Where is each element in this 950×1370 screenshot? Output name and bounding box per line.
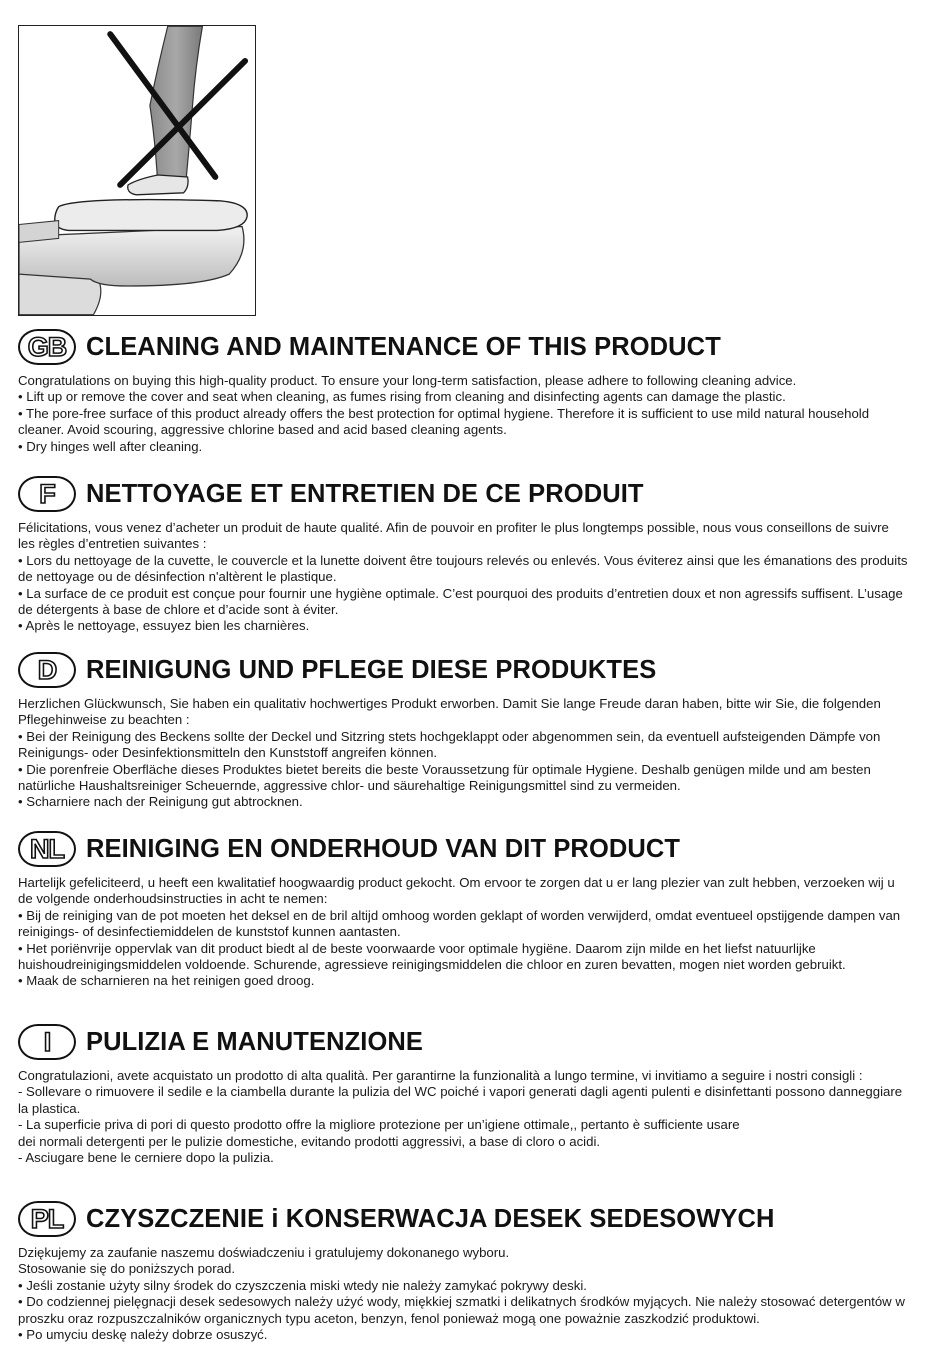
section-pl <box>18 1199 908 1343</box>
paragraph: • Bij de reiniging van de pot moeten het deksel en de bril altijd omhoog worden geklapt of worden verwijderd, omdat eventueel opstijgende dampen van reinigings- of desinfectiemiddelen de kunststof kunnen aantasten. <box>18 907 901 940</box>
paragraph: • Die porenfreie Oberfläche dieses Produktes bietet bereits die beste Voraussetzung für optimale Hygiene. Deshalb genügen milde und am besten natürliche Haushaltsreiniger Scheuernde, aggressive chlor- und säurehaltige Reinigungsmittel sind zu vermeiden. <box>18 761 871 794</box>
section-heading <box>18 327 908 367</box>
paragraph: Dziękujemy za zaufanie naszemu doświadczeniu i gratulujemy dokonanego wyboru. <box>18 1245 510 1260</box>
section-body <box>18 875 908 990</box>
section-title: NETTOYAGE ET ENTRETIEN DE CE PRODUIT <box>86 479 644 508</box>
paragraph: • Bei der Reinigung des Beckens sollte der Deckel und Sitzring stets hochgeklappt oder abgenommen sein, da eventuell aufsteigenden Dämpfe von Reinigungs- oder Desinfektionsmitteln den Kunststoff angreifen können. <box>18 728 881 761</box>
paragraph: - Asciugare bene le cerniere dopo la pulizia. <box>18 1150 274 1166</box>
paragraph: • The pore-free surface of this product already offers the best protection for optimal hygiene. Therefore it is sufficient to use mild natural household cleaner. Avoid scouring, aggressive chlorine based and acid based cleaning agents. <box>18 405 870 438</box>
paragraph: Congratulations on buying this high-quality product. To ensure your long-term satisfaction, please adhere to following cleaning advice. <box>18 373 797 388</box>
paragraph: Congratulazioni, avete acquistato un prodotto di alta qualità. Per garantirne la funzionalità a lungo termine, vi invitiamo a seguire i nostri consigli : <box>18 1068 863 1083</box>
language-badge-f: F <box>18 476 76 512</box>
section-i <box>18 1022 908 1166</box>
language-badge-pl: PL <box>18 1201 76 1237</box>
section-heading <box>18 650 908 690</box>
language-badge-gb: GB <box>18 329 76 365</box>
paragraph: • Jeśli zostanie użyty silny środek do czyszczenia miski wtedy nie należy zamykać pokrywy deski. <box>18 1277 587 1293</box>
section-heading <box>18 829 908 869</box>
section-title: CLEANING AND MAINTENANCE OF THIS PRODUCT <box>86 332 721 361</box>
paragraph: dei normali detergenti per le pulizie domestiche, evitando prodotti aggressivi, a base di cloro o acidi. <box>18 1133 601 1149</box>
paragraph: • Het poriënvrije oppervlak van dit product biedt al de beste voorwaarde voor optimale hygiëne. Daarom zijn milde en het liefst natuurlijke huishoudreinigingsmiddelen voldoende. Schurende, agressieve reinigingsmiddelen die chloor en zuren bevatten, mogen niet worden gebruikt. <box>18 940 846 973</box>
section-heading <box>18 474 908 514</box>
paragraph: Félicitations, vous venez d’acheter un produit de haute qualité. Afin de pouvoir en profiter le plus longtemps possible, nous vous conseillons de suivre les règles d’entretien suivantes : <box>18 520 889 552</box>
paragraph: • Do codziennej pielęgnacji desek sedesowych należy użyć wody, miękkiej szmatki i delikatnych środków myjących. Nie należy stosować detergentów w proszku oraz rozpuszczalników organicznych typu aceton, benzyn, fenol ponieważ mogą one poważnie zaszkodzić produktowi. <box>18 1294 905 1326</box>
paragraph: Stosowanie się do poniższych porad. <box>18 1261 235 1277</box>
paragraph: Hartelijk gefeliciteerd, u heeft een kwalitatief hoogwaardig product gekocht. Om ervoor te zorgen dat u er lang plezier van zult hebben, verzoeken wij u de volgende onderhoudsinstructies in acht te nemen: <box>18 875 895 907</box>
paragraph: • Scharniere nach der Reinigung gut abtrocknen. <box>18 794 303 810</box>
paragraph: • Lors du nettoyage de la cuvette, le couvercle et la lunette doivent être toujours relevés ou enlevés. Vous éviterez ainsi que les émanations des produits de nettoyage ou de désinfection n'altèrent le plastique. <box>18 552 908 585</box>
section-heading <box>18 1022 908 1062</box>
section-gb <box>18 327 908 455</box>
section-body <box>18 696 908 811</box>
section-body <box>18 373 908 455</box>
paragraph: Herzlichen Glückwunsch, Sie haben ein qualitativ hochwertiges Produkt erworben. Damit Sie lange Freude daran haben, bitte wir Sie, die folgenden Pflegehinweise zu beachten : <box>18 696 881 728</box>
language-badge-nl: NL <box>18 831 76 867</box>
paragraph: • Po umyciu deskę należy dobrze osuszyć. <box>18 1327 268 1343</box>
section-title: REINIGING EN ONDERHOUD VAN DIT PRODUCT <box>86 834 681 863</box>
section-body <box>18 1068 908 1166</box>
do-not-stand-on-seat-illustration <box>18 25 256 316</box>
section-f <box>18 474 908 635</box>
paragraph: • Maak de scharnieren na het reinigen goed droog. <box>18 973 315 989</box>
language-badge-i: I <box>18 1024 76 1060</box>
section-nl <box>18 829 908 990</box>
paragraph: • Lift up or remove the cover and seat when cleaning, as fumes rising from cleaning and disinfecting agents can damage the plastic. <box>18 389 786 405</box>
paragraph: - La superficie priva di pori di questo prodotto offre la migliore protezione per un’igiene ottimale,, pertanto è sufficiente usare <box>18 1117 740 1133</box>
paragraph: - Sollevare o rimuovere il sedile e la ciambella durante la pulizia del WC poiché i vapori generati dagli agenti pulenti e disinfettanti possono danneggiare la plastica. <box>18 1084 903 1116</box>
paragraph: • Dry hinges well after cleaning. <box>18 438 203 454</box>
section-title: CZYSZCZENIE i KONSERWACJA DESEK SEDESOWYCH <box>86 1204 775 1233</box>
section-title: REINIGUNG UND PFLEGE DIESE PRODUKTES <box>86 655 657 684</box>
section-title: PULIZIA E MANUTENZIONE <box>86 1027 423 1056</box>
section-body <box>18 1245 908 1343</box>
language-badge-d: D <box>18 652 76 688</box>
section-heading <box>18 1199 908 1239</box>
section-body <box>18 520 908 635</box>
paragraph: • La surface de ce produit est conçue pour fournir une hygiène optimale. C’est pourquoi des produits d’entretien doux et non agressifs suffisent. L’usage de détergents à base de chlore et d’acide sont à éviter. <box>18 585 903 618</box>
section-d <box>18 650 908 811</box>
paragraph: • Après le nettoyage, essuyez bien les charnières. <box>18 618 310 634</box>
